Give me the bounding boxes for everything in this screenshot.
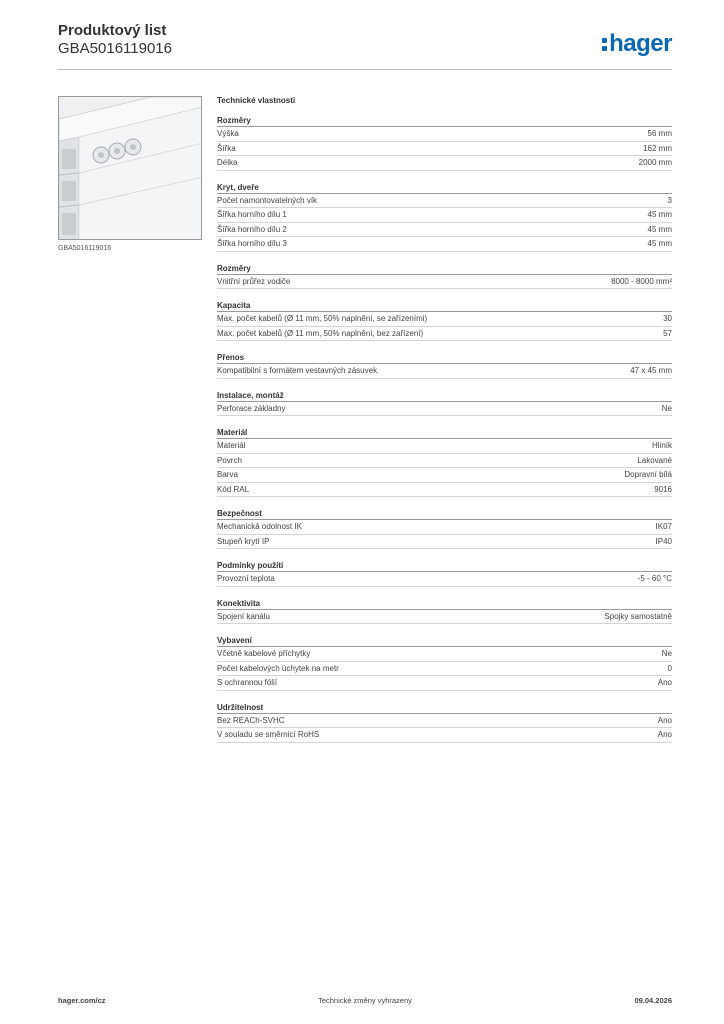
spec-group <box>217 701 672 743</box>
product-code: GBA5016119016 <box>58 40 172 57</box>
spec-group-title: Podmínky použití <box>217 559 672 572</box>
spec-value: 56 mm <box>647 129 672 138</box>
spec-group <box>217 351 672 379</box>
spec-row <box>217 676 672 691</box>
spec-label: Spojení kanálu <box>217 611 270 621</box>
spec-label: Povrch <box>217 455 242 465</box>
spec-group-title: Kapacita <box>217 299 672 312</box>
spec-row <box>217 535 672 550</box>
spec-row <box>217 439 672 454</box>
spec-row <box>217 520 672 535</box>
spec-row <box>217 208 672 223</box>
spec-group <box>217 507 672 549</box>
spec-group-title: Konektivita <box>217 597 672 610</box>
spec-value: Ne <box>661 403 672 413</box>
spec-value: Spojky samostatně <box>604 611 672 621</box>
spec-group <box>217 389 672 417</box>
spec-value: 0 <box>667 663 672 673</box>
spec-row <box>217 194 672 209</box>
spec-heading: Technické vlastnosti <box>217 96 296 105</box>
spec-group <box>217 181 672 252</box>
footer-date: 09.04.2026 <box>634 996 672 1005</box>
spec-group <box>217 634 672 691</box>
spec-row <box>217 483 672 498</box>
spec-group-title: Udržitelnost <box>217 701 672 714</box>
spec-group-title: Materiál <box>217 426 672 439</box>
spec-row <box>217 610 672 625</box>
spec-label: Včetně kabelové příchytky <box>217 649 311 658</box>
document-title: Produktový list <box>58 22 167 39</box>
spec-label: Počet kabelových úchytek na metr <box>217 663 339 673</box>
spec-row <box>217 223 672 238</box>
spec-row <box>217 728 672 743</box>
spec-value: 2000 mm <box>638 158 672 167</box>
spec-value: 47 x 45 mm <box>630 366 672 375</box>
spec-label: Bez REACh-SVHC <box>217 715 285 725</box>
spec-label: V souladu se směrnicí RoHS <box>217 730 320 739</box>
technical-specifications <box>217 96 672 753</box>
spec-value: IK07 <box>655 522 672 531</box>
spec-label: Šířka horního dílu 2 <box>217 224 287 234</box>
spec-value: 162 mm <box>643 143 672 153</box>
spec-value: Ano <box>657 715 672 725</box>
spec-row <box>217 312 672 327</box>
spec-row <box>217 364 672 379</box>
spec-label: Provozní teplota <box>217 574 275 583</box>
spec-row <box>217 662 672 677</box>
spec-value: 3 <box>667 195 672 205</box>
spec-group-title: Rozměry <box>217 262 672 275</box>
spec-group <box>217 559 672 587</box>
logo-dots-icon <box>602 36 607 52</box>
spec-row <box>217 402 672 417</box>
spec-label: Barva <box>217 470 238 479</box>
spec-label: Šířka horního dílu 3 <box>217 239 287 248</box>
spec-label: Mechanická odolnost IK <box>217 522 302 531</box>
cable-trunking-illustration <box>59 97 202 240</box>
spec-group-title: Rozměry <box>217 114 672 127</box>
spec-row <box>217 468 672 483</box>
spec-value: IP40 <box>655 536 672 546</box>
spec-label: Délka <box>217 158 238 167</box>
spec-row <box>217 327 672 342</box>
spec-value: Ne <box>661 649 672 658</box>
spec-label: S ochrannou fólií <box>217 678 278 687</box>
spec-groups <box>217 114 672 743</box>
spec-group-title: Instalace, montáž <box>217 389 672 402</box>
spec-value: Hliník <box>651 441 672 450</box>
page-footer <box>58 996 672 1010</box>
image-caption: GBA5016119016 <box>58 245 112 252</box>
spec-label: Výška <box>217 129 239 138</box>
spec-label: Počet namontovatelných vík <box>217 195 318 205</box>
spec-group-title: Kryt, dveře <box>217 181 672 194</box>
logo-text: hager <box>609 30 672 57</box>
spec-group <box>217 299 672 341</box>
spec-group-title: Přenos <box>217 351 672 364</box>
spec-row <box>217 127 672 142</box>
spec-label: Perforace základny <box>217 403 286 413</box>
footer-notice: Technické změny vyhrazeny <box>318 996 412 1005</box>
spec-label: Max. počet kabelů (Ø 11 mm, 50% naplnění, se zařízeními) <box>217 314 428 323</box>
spec-label: Kompatibilní s formátem vestavných zásuvek <box>217 366 378 375</box>
spec-row <box>217 714 672 729</box>
page-header <box>58 22 672 70</box>
spec-value: 30 <box>663 314 672 323</box>
spec-value: Ano <box>657 730 672 739</box>
spec-value: -5 - 60 °C <box>637 574 672 583</box>
spec-value: Lakované <box>637 455 672 465</box>
footer-website: hager.com/cz <box>58 996 106 1005</box>
spec-group-title: Vybavení <box>217 634 672 647</box>
spec-label: Kód RAL <box>217 484 250 494</box>
spec-group-title: Bezpečnost <box>217 507 672 520</box>
spec-row <box>217 275 672 290</box>
spec-row <box>217 572 672 587</box>
spec-row <box>217 156 672 171</box>
spec-group <box>217 262 672 290</box>
spec-row <box>217 237 672 252</box>
spec-value: 9016 <box>654 484 672 494</box>
spec-value: 57 <box>663 328 672 338</box>
spec-value: 8000 - 8000 mm² <box>611 276 672 286</box>
product-image <box>58 96 202 240</box>
hager-logo <box>602 30 672 58</box>
spec-label: Vnitřní průřez vodiče <box>217 276 291 286</box>
spec-row <box>217 454 672 469</box>
spec-label: Stupeň krytí IP <box>217 536 270 546</box>
spec-value: 45 mm <box>647 224 672 234</box>
spec-value: 45 mm <box>647 210 672 219</box>
spec-group <box>217 426 672 497</box>
spec-value: Dopravní bílá <box>624 470 672 479</box>
spec-label: Materiál <box>217 441 246 450</box>
spec-value: 45 mm <box>647 239 672 248</box>
spec-label: Šířka horního dílu 1 <box>217 210 287 219</box>
spec-label: Šířka <box>217 143 236 153</box>
spec-label: Max. počet kabelů (Ø 11 mm, 50% naplnění, bez zařízení) <box>217 328 424 338</box>
spec-group <box>217 597 672 625</box>
spec-row <box>217 142 672 157</box>
spec-value: Ano <box>657 678 672 687</box>
spec-group <box>217 114 672 171</box>
spec-row <box>217 647 672 662</box>
